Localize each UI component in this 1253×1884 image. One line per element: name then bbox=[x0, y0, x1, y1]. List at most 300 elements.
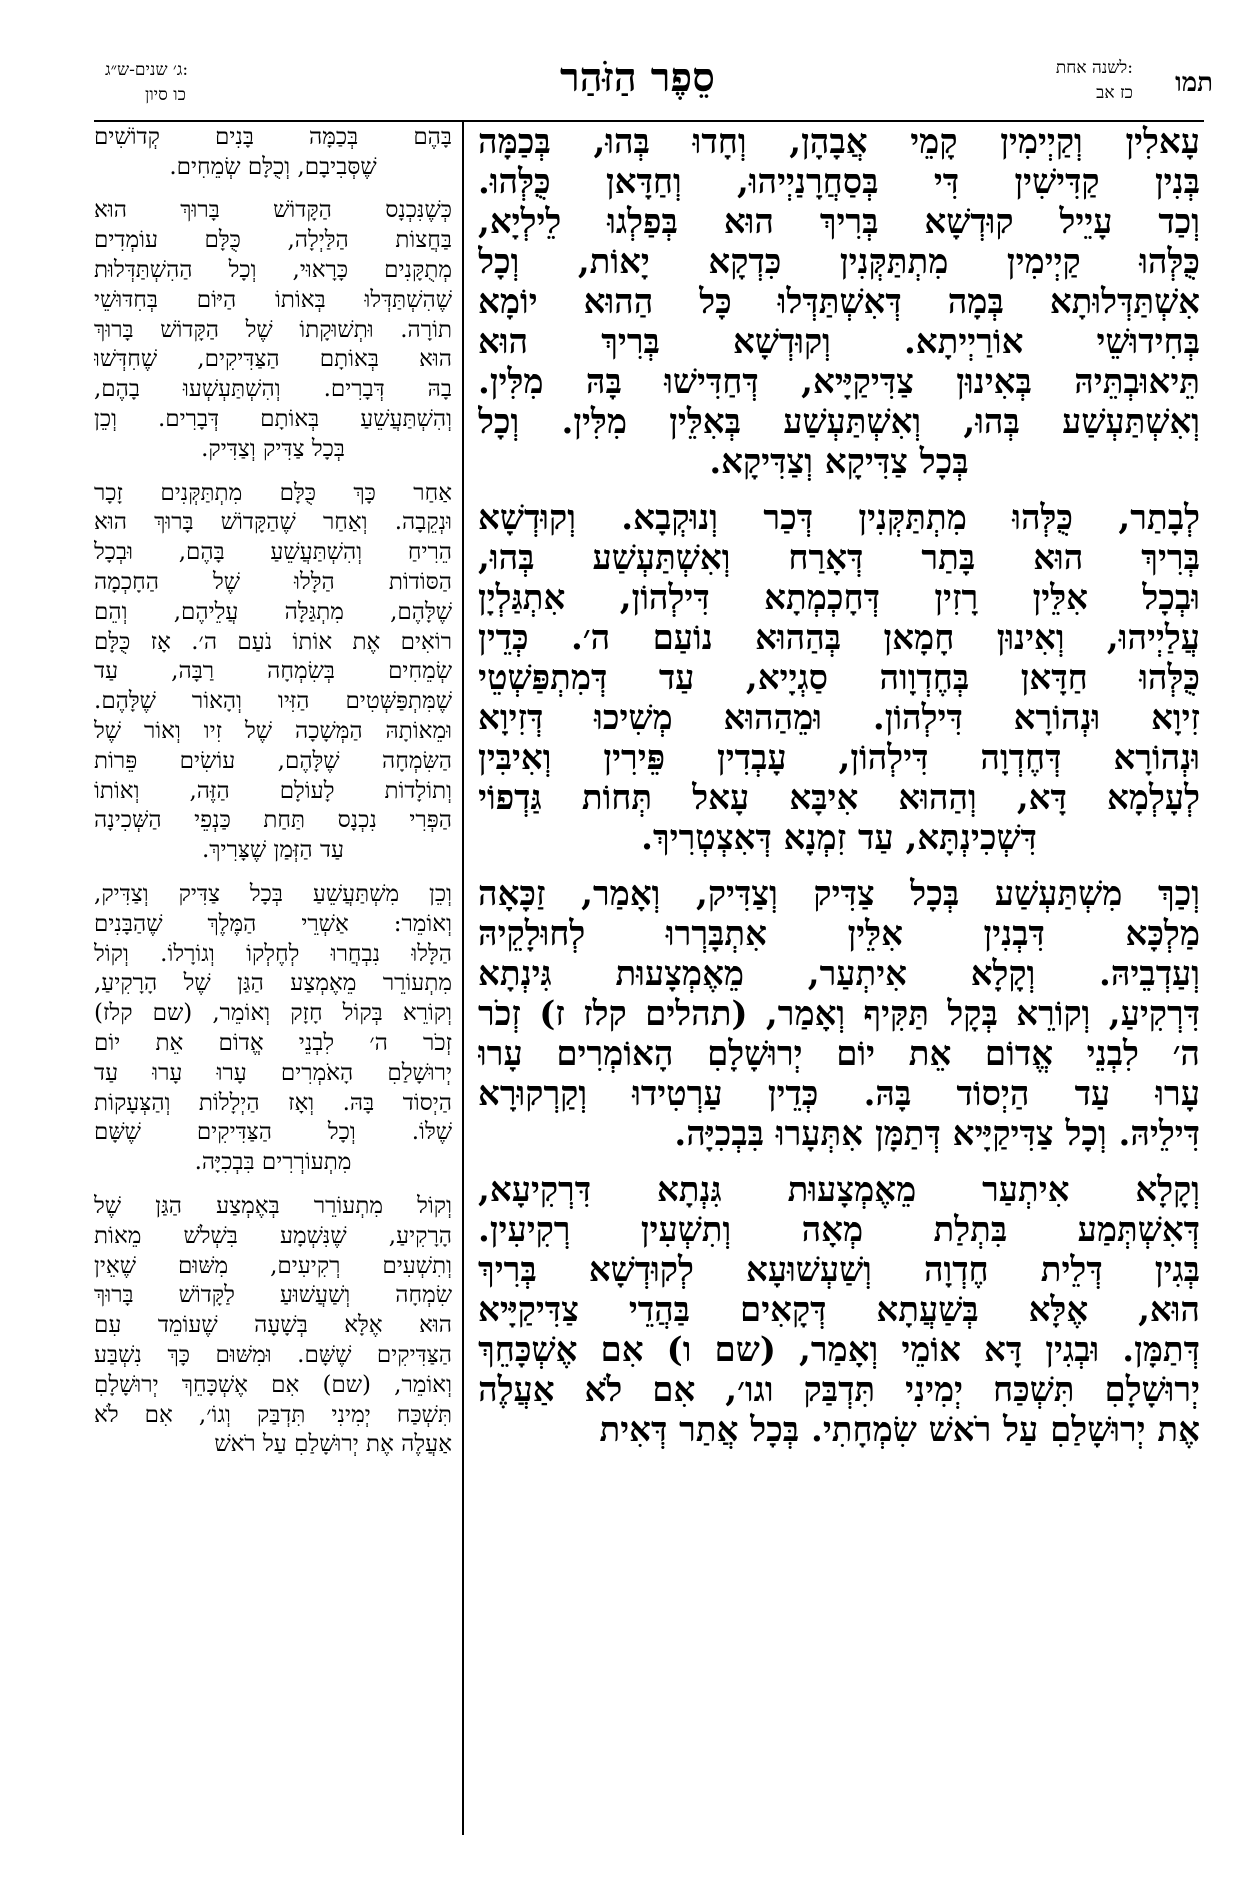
word: (שם) bbox=[322, 1371, 372, 1398]
word: בִּשְׁלֹשׁ bbox=[183, 1222, 238, 1249]
word: תִּדְבַּק bbox=[803, 1370, 876, 1410]
hebrew-text-line: בְּכָל צַדִּיק וְצַדִּיק. bbox=[201, 435, 345, 462]
word: וְאוֹמֵר, bbox=[212, 1000, 271, 1027]
hebrew-text-line bbox=[94, 374, 452, 404]
word: וְאִשְׁתַּעְשַׁע bbox=[1062, 402, 1200, 442]
word: אִלֵּין bbox=[1032, 578, 1088, 618]
word: דְּלֵית bbox=[1040, 1250, 1103, 1290]
word: שִׂמְחָה bbox=[395, 1282, 452, 1309]
word: הַשִּׂמְחָה bbox=[382, 747, 452, 774]
word: וְקָלָא bbox=[1135, 1170, 1200, 1210]
aramaic-text-line bbox=[478, 778, 1200, 818]
word: צַדִּיקַיָּיא, bbox=[801, 362, 914, 402]
word: בְּכַמָּה bbox=[309, 123, 359, 150]
word: נִכְנָס bbox=[337, 807, 377, 834]
word: ה׳ bbox=[1172, 1034, 1200, 1074]
word: וְאָמַר, bbox=[799, 1330, 879, 1370]
word: הַהִשְׁתַּדְּלוּת bbox=[94, 257, 193, 284]
paragraph-gap bbox=[94, 1177, 452, 1191]
word: זַכָּאָה bbox=[478, 874, 546, 914]
hebrew-text-line bbox=[94, 1191, 452, 1221]
word: הוּא, bbox=[1138, 1290, 1200, 1330]
word: לֹא bbox=[94, 1401, 119, 1428]
word: בַּהֲדֵי bbox=[628, 1290, 691, 1330]
word: וְחָדוּ bbox=[692, 122, 747, 162]
word: בָּהּ. bbox=[342, 1089, 375, 1116]
word: וְתִשְׁעִים bbox=[382, 1252, 452, 1279]
word: וְכָל bbox=[478, 402, 520, 442]
word: הוּא bbox=[94, 509, 127, 536]
word: וְאַחַר bbox=[322, 509, 368, 536]
word: עָיֵיל bbox=[1059, 202, 1113, 242]
word: כֻּלָּם bbox=[204, 227, 241, 254]
aramaic-text-line bbox=[478, 362, 1200, 402]
word: בָּרוּךְ bbox=[154, 509, 194, 536]
word: אִם bbox=[144, 1401, 173, 1428]
word: (שם bbox=[152, 1000, 193, 1027]
aramaic-text-line bbox=[478, 914, 1200, 954]
word: לֹא bbox=[584, 1370, 623, 1410]
word: שֶׁאֵין bbox=[94, 1252, 137, 1279]
hebrew-text-line bbox=[94, 909, 452, 939]
word: עָרוּ bbox=[152, 1059, 183, 1086]
word: ז) bbox=[539, 994, 565, 1034]
word: עָבְדִין bbox=[717, 738, 787, 778]
word: בְּשָׁעָה bbox=[254, 1312, 308, 1339]
word: הַקָּדוֹשׁ bbox=[160, 316, 220, 343]
word: וְקוֹל bbox=[417, 1192, 452, 1219]
word: דְּמִתְפַּשְׁטֵי bbox=[478, 658, 608, 698]
word: דְּבָרִים. bbox=[323, 376, 385, 403]
word: אַשְׁרֵי bbox=[301, 910, 349, 937]
word: עָרוּ bbox=[1155, 1074, 1200, 1114]
word: יוֹם bbox=[94, 1030, 121, 1056]
word: אֶשְׁכָּחֵךְ bbox=[478, 1330, 578, 1370]
word: שֶׁחִדְּשׁוּ bbox=[94, 346, 158, 373]
word: בְּחִדּוּשֵׁי bbox=[94, 286, 158, 313]
aramaic-text-line bbox=[478, 1290, 1200, 1330]
word: מִתְגַּלָּה bbox=[284, 598, 344, 625]
word: לְחוּלָקֵיהּ bbox=[478, 914, 586, 954]
aramaic-text-line bbox=[478, 1370, 1200, 1410]
word: חָמָאן bbox=[883, 618, 955, 658]
word: עֲלַיְיהוּ, bbox=[1106, 618, 1200, 658]
hebrew-text-line bbox=[94, 1310, 452, 1340]
word: וְאָמַר, bbox=[581, 874, 661, 914]
page-header bbox=[0, 50, 1253, 120]
word: הַצַּדִּיקִים bbox=[376, 1341, 452, 1368]
word: וּבְכָל bbox=[1142, 578, 1200, 618]
word: וּנְהוֹרָא bbox=[1013, 698, 1101, 738]
paragraph-gap bbox=[94, 182, 452, 196]
word: גִּנְתָא bbox=[656, 1170, 722, 1210]
header-right-line2: כז אב bbox=[1096, 83, 1133, 103]
word: לִבְנֵי bbox=[1086, 1034, 1139, 1074]
word: אִתְגַּלְיָן bbox=[478, 578, 566, 618]
word: הוּא bbox=[723, 202, 774, 242]
word: וְנוּקְבָא. bbox=[621, 498, 718, 538]
word: דִּרְקִיעָא, bbox=[478, 1170, 592, 1210]
word: עַרְטִידוּ bbox=[632, 1074, 723, 1114]
word: שֶׁעוֹמֵד bbox=[157, 1312, 218, 1339]
word: וְקָלָא bbox=[970, 954, 1036, 994]
word: בִּתְלַת bbox=[933, 1210, 1008, 1250]
hebrew-text-line bbox=[94, 567, 452, 597]
word: נִבְחֲרוּ bbox=[330, 940, 381, 967]
word: דְּזִיוָא bbox=[478, 698, 544, 738]
word: יְרוּשָׁלָםִ bbox=[707, 1034, 803, 1074]
word: לְעָלְמָא bbox=[1106, 778, 1200, 818]
word: שֶׁנִּשְׁמָע bbox=[280, 1222, 347, 1249]
aramaic-text-line bbox=[478, 954, 1200, 994]
word: פֵּרוֹת bbox=[94, 747, 138, 774]
word: דְּבָרִים. bbox=[157, 406, 220, 433]
word: הַיְסוֹד bbox=[402, 1089, 452, 1116]
word: (תהלים bbox=[645, 994, 748, 1034]
word: הוּא bbox=[419, 346, 452, 373]
word: בְּאִלֵּין bbox=[669, 402, 741, 442]
word: כָּךְ bbox=[167, 1341, 190, 1368]
word: כְּשֶׁנִּכְנָס bbox=[385, 197, 452, 224]
word: רָזִין bbox=[934, 578, 979, 618]
word: זִיו bbox=[203, 718, 223, 745]
paragraph-gap bbox=[478, 858, 1200, 874]
word: יְרוּשָׁלָםִ bbox=[1104, 1370, 1200, 1410]
word: בָהּ bbox=[427, 376, 452, 403]
word: מִתְתַּקְּנִים bbox=[160, 479, 243, 506]
word: מִתְתַּקְּנִין bbox=[839, 242, 949, 282]
word: הָרָקִיעַ, bbox=[94, 970, 158, 997]
word: עָרוּ bbox=[216, 1059, 247, 1086]
word: בְּסַחֲרָנַיְיהוּ, bbox=[737, 162, 879, 202]
word: בְּהוּ, bbox=[963, 402, 1020, 442]
word: וְאוֹמֵר: bbox=[393, 910, 452, 937]
word: מֵאוֹת bbox=[94, 1222, 142, 1249]
hebrew-text-line bbox=[94, 1280, 452, 1310]
word: כִּדְקָא bbox=[708, 242, 782, 282]
word: וְהִשְׁתַּעְשְׁעוּ bbox=[182, 376, 281, 403]
hebrew-text-line bbox=[94, 657, 452, 687]
word: קְדוֹשִׁים bbox=[94, 123, 160, 150]
word: דִּבְנִין bbox=[983, 914, 1045, 954]
word: עוֹשִׂים bbox=[179, 747, 236, 774]
word: דִּילְהוֹן, bbox=[838, 738, 929, 778]
word: תַּחַת bbox=[263, 807, 306, 834]
word: הַזֶּה, bbox=[189, 777, 230, 804]
word: תִּשְׁכַּח bbox=[396, 1401, 452, 1428]
word: מִלִּין. bbox=[478, 362, 544, 402]
word: אֶת bbox=[352, 628, 381, 655]
word: לְחֶלְקוֹ bbox=[246, 940, 300, 967]
word: יְמִינִי bbox=[905, 1370, 964, 1410]
word: אִיתְעַר bbox=[982, 1170, 1070, 1210]
word: דְּאִשְׁתְּמַע bbox=[1077, 1210, 1200, 1250]
word: וְאָז bbox=[288, 1089, 315, 1116]
word: וְקוֹל bbox=[94, 940, 129, 967]
word: בַּחֲצוֹת bbox=[395, 227, 452, 254]
aramaic-text-line bbox=[478, 1170, 1200, 1210]
word: הַהוּא bbox=[583, 282, 654, 322]
hebrew-text-line bbox=[94, 806, 452, 836]
word: וְתוֹלָדוֹת bbox=[384, 777, 452, 804]
aramaic-text-line bbox=[478, 618, 1200, 658]
word: מִלִּין. bbox=[561, 402, 627, 442]
word: אַחַר bbox=[413, 479, 452, 506]
word: עָאל bbox=[692, 778, 750, 818]
word: דִּילְהוֹן, bbox=[619, 578, 710, 618]
hebrew-text-line bbox=[94, 1340, 452, 1370]
aramaic-text-line: דִּשְׁכִינְתָּא, עַד זִמְנָא דְּאִצְטְרִיךְ. bbox=[641, 818, 1037, 858]
word: ו) bbox=[666, 1330, 692, 1370]
word: אִיתְעַר, bbox=[807, 954, 908, 994]
aramaic-text-line bbox=[478, 242, 1200, 282]
hebrew-text-line bbox=[94, 776, 452, 806]
word: הַצַּדִּיקִים bbox=[196, 1119, 272, 1146]
word: מִשּׁוּם bbox=[177, 1252, 229, 1279]
word: וְאִשְׁתַּעְשַׁע bbox=[783, 402, 922, 442]
word: וְכַךְ bbox=[1157, 874, 1200, 914]
word: הוּא bbox=[1033, 538, 1084, 578]
word: תֵּיאוּבְתֵּיהּ bbox=[1074, 362, 1200, 402]
word: וגו׳, bbox=[725, 1370, 774, 1410]
word: צַדִּיק bbox=[178, 881, 221, 908]
word: הָרָקִיעַ, bbox=[388, 1222, 452, 1249]
word: כֻּלְּהוּ. bbox=[478, 162, 551, 202]
word: בְּאוֹתָם bbox=[319, 346, 379, 373]
word: דְּחֶדְוָה bbox=[980, 738, 1062, 778]
hebrew-text-line bbox=[94, 285, 452, 315]
word: וְקַרְקוּרָא bbox=[478, 1074, 588, 1114]
word: הֵרִיחַ bbox=[407, 539, 452, 566]
hebrew-text-line bbox=[94, 122, 452, 152]
word: בְּרִיךְ bbox=[478, 1250, 537, 1290]
word: לְבָתַר, bbox=[1118, 498, 1200, 538]
word: בָּהֶם bbox=[413, 123, 452, 150]
word: וּנְקֵבָה. bbox=[394, 509, 452, 536]
word: לָעוֹלָם bbox=[279, 777, 335, 804]
aramaic-text-line bbox=[478, 1210, 1200, 1250]
word: בָּנִים bbox=[215, 123, 254, 150]
word: וְכָל bbox=[327, 1119, 356, 1146]
word: שֶׁלָּהֶם, bbox=[277, 747, 340, 774]
word: בְּקוֹל bbox=[342, 1000, 383, 1027]
hebrew-text-line bbox=[94, 255, 452, 285]
word: זְכֹר bbox=[478, 994, 521, 1034]
word: וְקוּדְשָׁא bbox=[478, 498, 576, 538]
word: קלז) bbox=[94, 1000, 133, 1027]
word: וְגוֹרָלוֹ. bbox=[160, 940, 215, 967]
word: נוֹעַם bbox=[652, 618, 713, 658]
hebrew-text-line bbox=[94, 939, 452, 969]
word: וְשַׁעְשׁוּעָא bbox=[746, 1250, 872, 1290]
hebrew-text-line: מִתְעוֹרְרִים בִּבְכִיָּה. bbox=[194, 1149, 352, 1176]
word: עָאלִין bbox=[1125, 122, 1200, 162]
word: ה׳ bbox=[369, 1030, 388, 1056]
word: בְּפַלְגוּ bbox=[607, 202, 678, 242]
word: עִם bbox=[94, 1312, 122, 1339]
aramaic-text-line: בְּכָל צַדִּיקָא וְצַדִּיקָא. bbox=[709, 442, 969, 482]
header-left-line1: ג׳ שנים-ש״ג: bbox=[105, 60, 189, 80]
word: הַסּוֹדוֹת bbox=[388, 569, 452, 596]
aramaic-text-line: אֶת יְרוּשָׁלַםִ עַל רֹאשׁ שִׂמְחָתִי. בְּכָל אֲתַר דְּאִית bbox=[599, 1410, 1200, 1450]
word: אִשְׁתַּדְּלוּתָא bbox=[1049, 282, 1200, 322]
word: הַצַּדִּיקִים, bbox=[197, 346, 280, 373]
word: וְצַדִּיק, bbox=[695, 874, 778, 914]
word: וְכָל bbox=[228, 257, 257, 284]
word: חָזָק bbox=[290, 1000, 323, 1027]
word: קוּדְשָׁא bbox=[924, 202, 1014, 242]
word: יוֹמָא bbox=[478, 282, 538, 322]
word: לַקָּדוֹשׁ bbox=[178, 1282, 235, 1309]
word: מִתְעוֹרֵר bbox=[382, 970, 452, 997]
word: בְּהוּ, bbox=[593, 122, 650, 162]
word: בְּחִידוּשֵׁי bbox=[1096, 322, 1200, 362]
word: דִּרְקִיעַ, bbox=[1108, 994, 1200, 1034]
aramaic-text-line bbox=[478, 1330, 1200, 1370]
aramaic-text-line bbox=[478, 122, 1200, 162]
word: קלז bbox=[583, 994, 627, 1034]
word: עַד bbox=[1074, 1074, 1111, 1114]
word: מְאָה bbox=[801, 1210, 864, 1250]
word: אֶלָּא bbox=[344, 1312, 383, 1339]
word: (שם bbox=[714, 1330, 776, 1370]
word: וּמֵהַהוּא bbox=[723, 698, 822, 738]
aramaic-text-line bbox=[478, 874, 1200, 914]
word: מִתְעוֹרֵר bbox=[313, 1192, 383, 1219]
word: הַיְלָלוֹת bbox=[198, 1089, 260, 1116]
word: וְהֵם bbox=[94, 598, 128, 625]
paragraph-gap bbox=[94, 865, 452, 879]
hebrew-text-line bbox=[94, 1251, 452, 1281]
word: שֶׁשָּׁם. bbox=[297, 1341, 352, 1368]
word: מִשְׁתַּעְשַׁע bbox=[994, 874, 1123, 914]
word: דְּתַמָּן. bbox=[1122, 1330, 1200, 1370]
word: בָּרוּךְ bbox=[94, 1282, 134, 1309]
word: מֵאֶמְצָעוּת bbox=[615, 954, 745, 994]
word: בְּכָל bbox=[910, 874, 960, 914]
word: בָּתַר bbox=[921, 538, 976, 578]
word: כְּדֵין bbox=[478, 618, 529, 658]
word: מִשְׁתַּעֲשֵׁעַ bbox=[312, 881, 400, 908]
hebrew-text-line bbox=[94, 404, 452, 434]
word: קַדִּישִׁין bbox=[1014, 162, 1100, 202]
header-right-line1: לשנה אחת: bbox=[1055, 58, 1133, 78]
word: כָּךְ bbox=[353, 479, 376, 506]
word: דְּאִשְׁתַּדְּלוּ bbox=[777, 282, 902, 322]
word: חֶדְוָה bbox=[923, 1250, 989, 1290]
word: יְמִינִי bbox=[331, 1401, 371, 1428]
hebrew-text-line: אַעֲלֶה אֶת יְרוּשָׁלַםִ עַל רֹאשׁ bbox=[214, 1431, 452, 1458]
word: הָאוֹמְרִים bbox=[556, 1034, 674, 1074]
word: וְגוֹ׳, bbox=[198, 1401, 231, 1428]
word: בְּהַהוּא bbox=[755, 618, 842, 658]
hebrew-text-line bbox=[94, 969, 452, 999]
word: דָּא, bbox=[1016, 778, 1067, 818]
hebrew-text-line bbox=[94, 686, 452, 716]
paragraph-gap bbox=[478, 1154, 1200, 1170]
word: אִם bbox=[271, 1371, 300, 1398]
word: מִתְתַּקְּנִין bbox=[858, 498, 967, 538]
word: כֻּלָּם bbox=[279, 479, 316, 506]
word: וּמִשּׁוּם bbox=[215, 1341, 272, 1368]
aramaic-text-line bbox=[478, 162, 1200, 202]
word: זְכֹר bbox=[423, 1030, 452, 1056]
word: הַגַּן bbox=[155, 1192, 182, 1219]
hebrew-text-line bbox=[94, 1370, 452, 1400]
word: בְּאֶמְצַע bbox=[216, 1192, 280, 1219]
word: בְּשַׁעֲתָא bbox=[876, 1290, 979, 1330]
word: תוֹרָה. bbox=[400, 316, 452, 343]
word: אִתְבָּרְרוּ bbox=[665, 914, 767, 954]
word: אָז bbox=[150, 628, 171, 655]
word: שֶׁמִּתְפַּשְּׁטִים bbox=[345, 688, 452, 715]
word: אִלֵּין bbox=[847, 914, 903, 954]
word: הוּא bbox=[478, 322, 529, 362]
hebrew-text-line bbox=[94, 716, 452, 746]
word: הַלָּלוּ bbox=[411, 940, 452, 967]
word: בְּרִיךְ bbox=[819, 202, 879, 242]
word: וְאוֹתוֹ bbox=[94, 777, 140, 804]
word: הַלַּיְלָה, bbox=[287, 227, 349, 254]
word: תַּקִּיף bbox=[863, 994, 929, 1034]
word: בְּכַמָּה bbox=[478, 122, 551, 162]
word: ה׳. bbox=[570, 618, 611, 658]
word: בְּאוֹתוֹ bbox=[275, 286, 326, 313]
word: נִשְׁבַּע bbox=[94, 1341, 142, 1368]
word: וּבְגִין bbox=[1045, 1330, 1100, 1370]
word: הַפְּרִי bbox=[409, 807, 452, 834]
hebrew-text-line bbox=[94, 315, 452, 345]
word: אוֹמֵי bbox=[901, 1330, 961, 1370]
word: בְּקָל bbox=[947, 994, 998, 1034]
word: דְּחָכְמְתָא bbox=[764, 578, 880, 618]
hebrew-text-line bbox=[94, 1088, 452, 1118]
aramaic-text-line bbox=[478, 1250, 1200, 1290]
word: אִיבָּא bbox=[789, 778, 859, 818]
word: בְּאוֹתָם bbox=[260, 406, 320, 433]
word: אֱדוֹם bbox=[218, 1030, 264, 1056]
word: אֶלָּא bbox=[1028, 1290, 1089, 1330]
aramaic-text-line bbox=[478, 282, 1200, 322]
word: בְּהוּ, bbox=[478, 538, 535, 578]
word: וְהִשְׁתַּעֲשֵׁעַ bbox=[360, 406, 452, 433]
word: תְּחוֹת bbox=[581, 778, 653, 818]
word: חַדָּאן bbox=[1020, 658, 1088, 698]
word: וְעַדְבֵיהּ. bbox=[1099, 954, 1200, 994]
word: בְּאִינוּן bbox=[956, 362, 1032, 402]
word: סַגְיָיא, bbox=[745, 658, 828, 698]
aramaic-text-line bbox=[478, 498, 1200, 538]
aramaic-column bbox=[478, 122, 1200, 1450]
word: וְשַׁעֲשׁוּעַ bbox=[279, 1282, 351, 1309]
word: דָּא bbox=[984, 1330, 1023, 1370]
word: רַבָּה, bbox=[171, 658, 215, 685]
word: גַּדְפוֹי bbox=[478, 778, 542, 818]
word: וְחַדָּאן bbox=[605, 162, 682, 202]
word: מֵאֶמְצָעוּת bbox=[787, 1170, 917, 1210]
hebrew-text-line bbox=[94, 1028, 452, 1058]
word: וּנְהוֹרָא bbox=[1113, 738, 1200, 778]
word: הַגַּן bbox=[237, 970, 264, 997]
word: וְכָל bbox=[478, 242, 520, 282]
word: עַד bbox=[94, 658, 119, 685]
word: כֻּלְּהוּ bbox=[1139, 242, 1200, 282]
word: שְׂמֵחִים bbox=[388, 658, 452, 685]
word: וְקַיְימִין bbox=[1000, 122, 1083, 162]
word: כַּנְפֵי bbox=[194, 807, 231, 834]
word: בָּרוּךְ bbox=[94, 316, 134, 343]
word: הַקָּדוֹשׁ bbox=[273, 197, 332, 224]
